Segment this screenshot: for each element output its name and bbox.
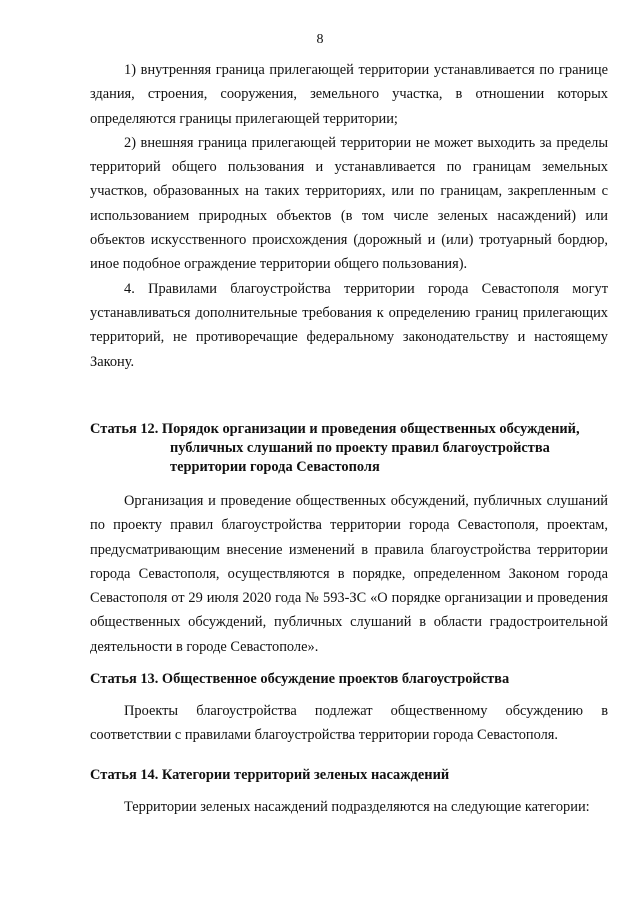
article-13 bbox=[90, 670, 608, 748]
article-14-heading: Статья 14. Категории территорий зеленых насаждений bbox=[90, 767, 450, 783]
article-14 bbox=[90, 766, 608, 819]
paragraph-inner-boundary: 1) внутренняя граница прилегающей территории устанавливается по границе здания, строения, сооружения, земельного участка, в отношении которых определяются границы прилегающей территории; bbox=[90, 62, 608, 127]
article-12-body: Организация и проведение общественных обсуждений, публичных слушаний по проекту правил благоустройства территории города Севастополя, проектам, предусматривающим внесение изменений в правила благоустройства территории города Севастополя, осуществляются в порядке, определенном Законом города Севастополя от 29 июля 2020 года № 593-ЗС «О порядке организации и проведения общественных обсуждений, публичных слушаний в области градостроительной деятельности в городе Севастополе». bbox=[90, 493, 608, 655]
article-14-body: Территории зеленых насаждений подразделяются на следующие категории: bbox=[124, 799, 590, 815]
article-12-heading bbox=[90, 420, 608, 477]
paragraph-outer-boundary: 2) внешняя граница прилегающей территории не может выходить за пределы территорий общего пользования и устанавливается по границам земельных участков, образованных на таких территориях, или по границам, закрепленным с использованием природных объектов (в том числе зеленых насаждений) или объектов искусственного происхождения (дорожный и (или) тротуарный бордюр, иное подобное ограждение территории общего пользования). bbox=[90, 134, 608, 273]
article-12 bbox=[90, 420, 608, 659]
article-12-heading-line3: территории города Севастополя bbox=[170, 459, 380, 475]
paragraph-additional-requirements: 4. Правилами благоустройства территории города Севастополя могут устанавливаться дополнительные требования к определению границ прилегающих территорий, не противоречащие федеральному законодательству и настоящему Закону. bbox=[90, 280, 608, 370]
page-number: 8 bbox=[316, 32, 324, 47]
article-13-heading: Статья 13. Общественное обсуждение проектов благоустройства bbox=[90, 671, 510, 687]
article-13-body: Проекты благоустройства подлежат общественному обсуждению в соответствии с правилами благоустройства территории города Севастополя. bbox=[90, 703, 608, 744]
article-12-heading-line2: публичных слушаний по проекту правил благоустройства bbox=[170, 440, 550, 456]
article-12-heading-line1: Статья 12. Порядок организации и проведения общественных обсуждений, bbox=[90, 421, 580, 437]
section-boundaries bbox=[90, 58, 608, 374]
